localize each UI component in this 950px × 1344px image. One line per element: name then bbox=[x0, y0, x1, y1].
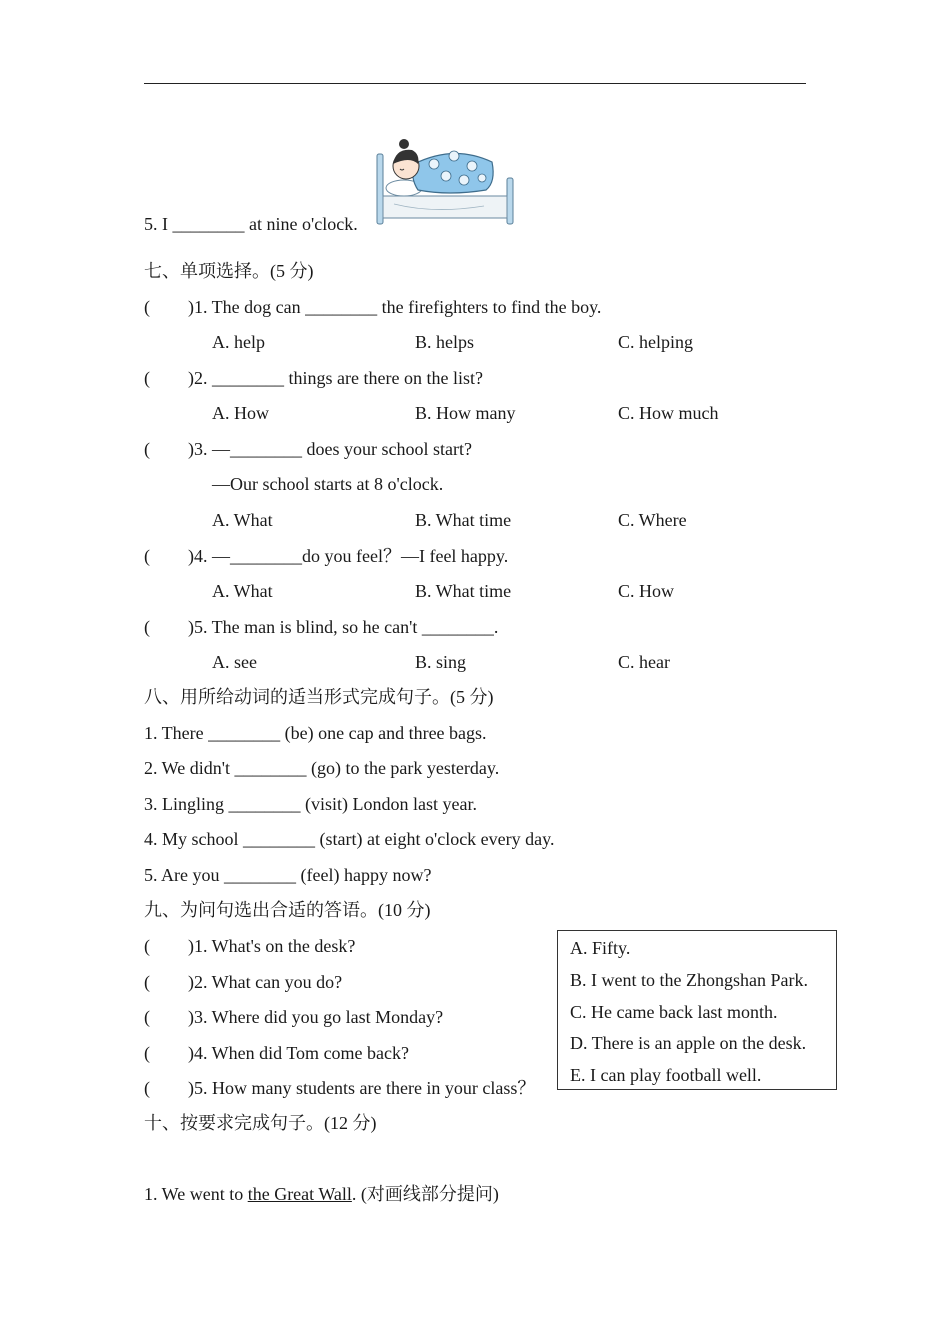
answer-paren[interactable]: ( bbox=[144, 972, 150, 992]
sec9-q4: ( )4. When did Tom come back? bbox=[144, 1043, 410, 1063]
answer-option-b: B. I went to the Zhongshan Park. bbox=[570, 970, 808, 990]
underlined-phrase: the Great Wall bbox=[247, 1184, 352, 1204]
sec7-q2-option-b: B. How many bbox=[415, 403, 516, 423]
sec7-q2: ( )2. ________ things are there on the list? bbox=[144, 368, 483, 388]
sec7-q5: ( )5. The man is blind, so he can't ________. bbox=[144, 617, 499, 637]
sec7-q1-option-b: B. helps bbox=[415, 332, 475, 352]
q5-prefix: 5. I bbox=[144, 214, 173, 234]
answer-paren[interactable]: ( bbox=[144, 1007, 150, 1027]
sleeping-girl-illustration bbox=[374, 134, 518, 228]
q5-blank: ________ bbox=[172, 214, 245, 234]
answer-paren[interactable]: ( bbox=[144, 1043, 150, 1063]
sec7-q2-option-c: C. How much bbox=[618, 403, 719, 423]
sec7-q3-option-c: C. Where bbox=[618, 510, 687, 530]
sec8-item-4: 4. My school ________ (start) at eight o'clock every day. bbox=[144, 829, 555, 849]
sec7-q4-option-c: C. How bbox=[618, 581, 675, 601]
sec7-q5-option-b: B. sing bbox=[415, 652, 467, 672]
answer-option-d: D. There is an apple on the desk. bbox=[570, 1033, 807, 1053]
sec7-q2-option-a: A. How bbox=[212, 403, 269, 423]
answer-paren[interactable]: ( bbox=[144, 1078, 150, 1098]
sec9-q1: ( )1. What's on the desk? bbox=[144, 936, 356, 956]
answer-paren[interactable]: ( bbox=[144, 368, 150, 388]
answer-paren[interactable]: ( bbox=[144, 936, 150, 956]
sec10-q1: 1. We went to the Great Wall. (对画线部分提问) bbox=[144, 1184, 499, 1204]
sec9-q3: ( )3. Where did you go last Monday? bbox=[144, 1007, 444, 1027]
sec7-q1-option-c: C. helping bbox=[618, 332, 693, 352]
sec8-item-2: 2. We didn't ________ (go) to the park yesterday. bbox=[144, 758, 500, 778]
answer-paren[interactable]: ( bbox=[144, 617, 150, 637]
sec7-q3-option-a: A. What bbox=[212, 510, 273, 530]
sec7-q3: ( )3. —________ does your school start? bbox=[144, 439, 472, 459]
answer-options-box bbox=[557, 930, 837, 1090]
header-rule bbox=[144, 83, 806, 84]
q5-line bbox=[144, 213, 358, 235]
section9-title: 九、为问句选出合适的答语。(10 分) bbox=[144, 900, 431, 920]
answer-paren[interactable]: ( bbox=[144, 297, 150, 317]
section7-title: 七、单项选择。(5 分) bbox=[144, 261, 314, 281]
sec7-q1-option-a: A. help bbox=[212, 332, 265, 352]
sec8-item-5: 5. Are you ________ (feel) happy now? bbox=[144, 865, 432, 885]
sec9-q2: ( )2. What can you do? bbox=[144, 972, 343, 992]
section10-title: 十、按要求完成句子。(12 分) bbox=[144, 1113, 377, 1133]
answer-paren[interactable]: ( bbox=[144, 439, 150, 459]
sec7-q4: ( )4. —________do you feel？—I feel happy. bbox=[144, 546, 509, 566]
section8-title: 八、用所给动词的适当形式完成句子。(5 分) bbox=[144, 687, 494, 707]
sec8-item-1: 1. There ________ (be) one cap and three bags. bbox=[144, 723, 487, 743]
sec7-q5-option-a: A. see bbox=[212, 652, 257, 672]
sec7-q3-option-b: B. What time bbox=[415, 510, 512, 530]
answer-option-c: C. He came back last month. bbox=[570, 1002, 778, 1022]
sec8-item-3: 3. Lingling ________ (visit) London last year. bbox=[144, 794, 477, 814]
sec7-q5-option-c: C. hear bbox=[618, 652, 670, 672]
answer-option-e: E. I can play football well. bbox=[570, 1065, 762, 1085]
sec9-q5: ( )5. How many students are there in your class？ bbox=[144, 1078, 536, 1098]
sec7-q3-reply: —Our school starts at 8 o'clock. bbox=[212, 474, 444, 494]
sec7-q1: ( )1. The dog can ________ the firefighters to find the boy. bbox=[144, 297, 602, 317]
answer-paren[interactable]: ( bbox=[144, 546, 150, 566]
q5-suffix: at nine o'clock. bbox=[244, 214, 358, 234]
sec7-q4-option-a: A. What bbox=[212, 581, 273, 601]
sec7-q4-option-b: B. What time bbox=[415, 581, 512, 601]
answer-option-a: A. Fifty. bbox=[570, 938, 631, 958]
